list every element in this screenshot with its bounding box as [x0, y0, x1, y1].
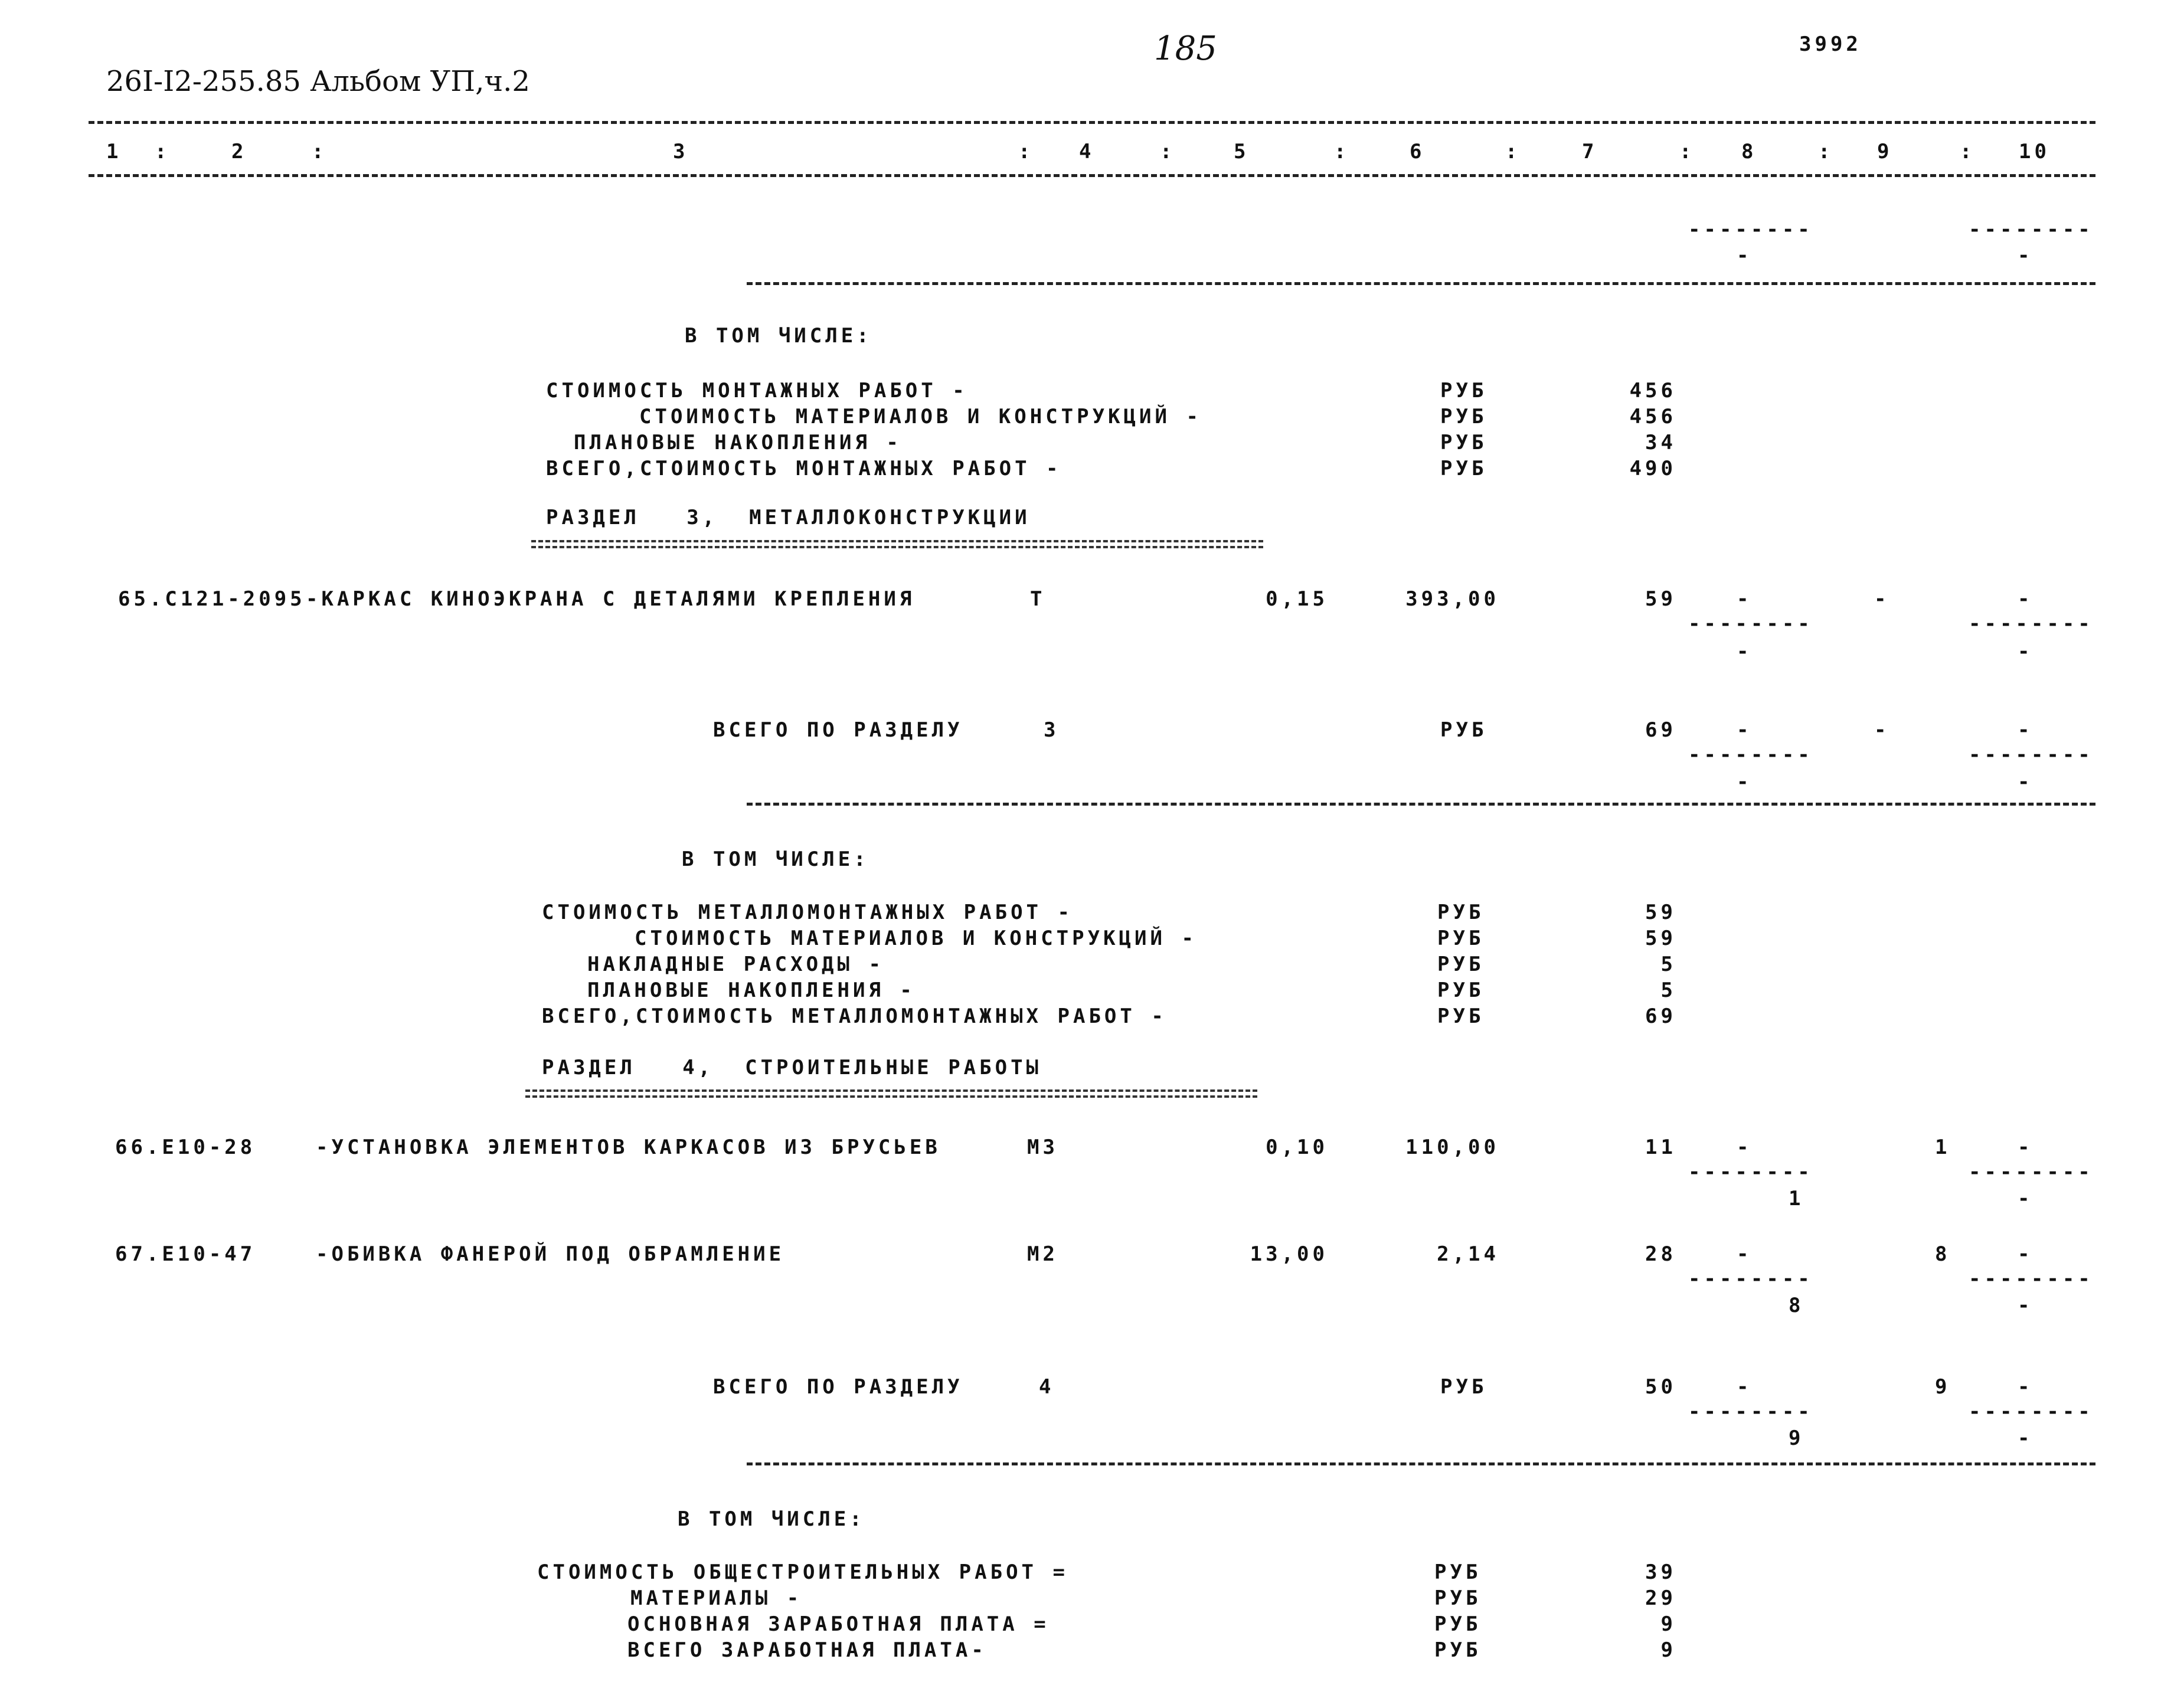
- column-sep: :: [312, 140, 328, 163]
- column-sep: :: [155, 140, 171, 163]
- item-col10-below: -: [2018, 1187, 2034, 1210]
- item-price: 110,00: [1405, 1136, 1499, 1159]
- breakdown-value: 59: [1645, 901, 1676, 924]
- section-total-number: 3: [1044, 718, 1060, 742]
- breakdown-label: СТОИМОСТЬ ОБЩЕСТРОИТЕЛЬНЫХ РАБОТ =: [537, 1560, 1068, 1584]
- breakdown-value: 69: [1645, 1004, 1676, 1028]
- block1-row-value: 456: [1629, 379, 1676, 403]
- section-total-unit: РУБ: [1440, 718, 1487, 742]
- section-total-label: ВСЕГО ПО РАЗДЕЛУ: [713, 718, 963, 742]
- section-total-col8: -: [1737, 1375, 1753, 1399]
- item-col8: -: [1737, 1136, 1753, 1159]
- section-total-col10: -: [2018, 718, 2034, 742]
- breakdown-unit: РУБ: [1437, 1004, 1485, 1028]
- item-qty: 0,15: [1266, 587, 1328, 611]
- item-col10-line: --------: [1969, 1160, 2094, 1184]
- breakdown-label: НАКЛАДНЫЕ РАСХОДЫ -: [587, 953, 884, 976]
- column-sep: :: [1334, 140, 1350, 163]
- column-9: 9: [1877, 140, 1893, 163]
- block1-row-label: СТОИМОСТЬ МОНТАЖНЫХ РАБОТ -: [546, 379, 968, 403]
- breakdown-unit: РУБ: [1437, 927, 1485, 950]
- item-price: 2,14: [1437, 1242, 1499, 1266]
- item-col8-line: --------: [1688, 1267, 1813, 1291]
- section-total-value: 69: [1645, 718, 1676, 742]
- section4-underline: [525, 1089, 1257, 1092]
- item-col10: -: [2018, 587, 2034, 611]
- block1-row-value: 34: [1645, 431, 1676, 454]
- column-sep: :: [1018, 140, 1034, 163]
- item-col9: 1: [1935, 1136, 1951, 1159]
- breakdown-unit: РУБ: [1437, 979, 1485, 1002]
- section-total-col9: -: [1874, 718, 1890, 742]
- section-total-col10-below: -: [2018, 770, 2034, 794]
- breakdown-label: ВСЕГО,СТОИМОСТЬ МЕТАЛЛОМОНТАЖНЫХ РАБОТ -: [542, 1004, 1167, 1028]
- block1-row-label: ВСЕГО,СТОИМОСТЬ МОНТАЖНЫХ РАБОТ -: [546, 457, 1062, 480]
- section-total-col10-line: --------: [1969, 1400, 2094, 1424]
- carry-col8-value: -: [1737, 244, 1753, 267]
- item-col10: -: [2018, 1136, 2034, 1159]
- item-code: 66.Е10-28: [115, 1136, 256, 1159]
- item-col8-line: --------: [1688, 612, 1813, 636]
- column-5: 5: [1234, 140, 1250, 163]
- column-3: 3: [673, 140, 689, 163]
- item-col8-below: 1: [1789, 1187, 1804, 1210]
- column-sep: :: [1960, 140, 1976, 163]
- column-sep: :: [1818, 140, 1834, 163]
- breakdown-label: ПЛАНОВЫЕ НАКОПЛЕНИЯ -: [587, 979, 916, 1002]
- item-price: 393,00: [1405, 587, 1499, 611]
- column-2: 2: [231, 140, 247, 163]
- section3-underline-2: [531, 546, 1263, 548]
- item-col10-line: --------: [1969, 1267, 2094, 1291]
- item-unit: Т: [1030, 587, 1046, 611]
- breakdown-label: МАТЕРИАЛЫ -: [630, 1586, 803, 1610]
- carry-col10-value: -: [2018, 244, 2034, 267]
- item-col8-below: -: [1737, 640, 1753, 663]
- section-total-value: 50: [1645, 1375, 1676, 1399]
- column-sep: :: [1679, 140, 1695, 163]
- item-name: -ОБИВКА ФАНЕРОЙ ПОД ОБРАМЛЕНИЕ: [316, 1242, 785, 1266]
- item-col10-below: -: [2018, 1294, 2034, 1317]
- block1-row-label: СТОИМОСТЬ МАТЕРИАЛОВ И КОНСТРУКЦИЙ -: [639, 405, 1202, 428]
- column-1: 1: [106, 140, 122, 163]
- section-total-col8-line: --------: [1688, 743, 1813, 767]
- section4-rule: [747, 1462, 2095, 1465]
- sheet-code: 3992: [1799, 32, 1862, 56]
- breakdown-value: 9: [1660, 1612, 1676, 1636]
- block1-row-unit: РУБ: [1440, 431, 1487, 454]
- item-col8-line: --------: [1688, 1160, 1813, 1184]
- breakdown-value: 5: [1660, 953, 1676, 976]
- item-col9: -: [1874, 587, 1890, 611]
- item-col9: 8: [1935, 1242, 1951, 1266]
- item-total: 28: [1645, 1242, 1676, 1266]
- column-4: 4: [1079, 140, 1095, 163]
- breakdown-label: СТОИМОСТЬ МЕТАЛЛОМОНТАЖНЫХ РАБОТ -: [542, 901, 1073, 924]
- breakdown-unit: РУБ: [1434, 1560, 1482, 1584]
- block1-row-unit: РУБ: [1440, 405, 1487, 428]
- section-total-col10: -: [2018, 1375, 2034, 1399]
- section4-in-total-heading: В ТОМ ЧИСЛЕ:: [678, 1507, 865, 1531]
- item-qty: 0,10: [1266, 1136, 1328, 1159]
- item-col8: -: [1737, 1242, 1753, 1266]
- item-code: 65.С121-2095: [118, 587, 306, 611]
- item-total: 11: [1645, 1136, 1676, 1159]
- item-col10-line: --------: [1969, 612, 2094, 636]
- column-8: 8: [1741, 140, 1757, 163]
- column-6: 6: [1410, 140, 1426, 163]
- item-total: 59: [1645, 587, 1676, 611]
- breakdown-unit: РУБ: [1434, 1586, 1482, 1610]
- section4-underline-2: [525, 1095, 1257, 1098]
- item-name: -КАРКАС КИНОЭКРАНА С ДЕТАЛЯМИ КРЕПЛЕНИЯ: [306, 587, 916, 611]
- block1-in-total-heading: В ТОМ ЧИСЛЕ:: [685, 324, 872, 348]
- column-sep: :: [1505, 140, 1521, 163]
- section-total-col8-line: --------: [1688, 1400, 1813, 1424]
- breakdown-value: 5: [1660, 979, 1676, 1002]
- header-top-rule: [89, 121, 2095, 124]
- section3-in-total-heading: В ТОМ ЧИСЛЕ:: [682, 848, 869, 871]
- item-code: 67.Е10-47: [115, 1242, 256, 1266]
- section-total-number: 4: [1039, 1375, 1055, 1399]
- section-total-col9: 9: [1935, 1375, 1951, 1399]
- section3-underline: [531, 540, 1263, 542]
- section-total-col8-below: 9: [1789, 1426, 1804, 1450]
- item-col10-below: -: [2018, 640, 2034, 663]
- breakdown-label: СТОИМОСТЬ МАТЕРИАЛОВ И КОНСТРУКЦИЙ -: [635, 927, 1197, 950]
- block1-row-label: ПЛАНОВЫЕ НАКОПЛЕНИЯ -: [574, 431, 902, 454]
- item-unit: М2: [1027, 1242, 1058, 1266]
- column-10: 10: [2019, 140, 2050, 163]
- breakdown-value: 29: [1645, 1586, 1676, 1610]
- breakdown-label: ВСЕГО ЗАРАБОТНАЯ ПЛАТА-: [627, 1638, 987, 1662]
- breakdown-unit: РУБ: [1437, 901, 1485, 924]
- section-total-col8-below: -: [1737, 770, 1753, 794]
- carry-rule: [747, 282, 2095, 285]
- carry-col10-line: --------: [1969, 218, 2094, 241]
- breakdown-value: 59: [1645, 927, 1676, 950]
- item-col8-below: 8: [1789, 1294, 1804, 1317]
- section-total-col10-below: -: [2018, 1426, 2034, 1450]
- section-total-col10-line: --------: [1969, 743, 2094, 767]
- block1-row-unit: РУБ: [1440, 457, 1487, 480]
- item-qty: 13,00: [1250, 1242, 1328, 1266]
- column-sep: :: [1160, 140, 1176, 163]
- section3-title: РАЗДЕЛ 3, МЕТАЛЛОКОНСТРУКЦИИ: [546, 506, 1031, 529]
- breakdown-value: 39: [1645, 1560, 1676, 1584]
- column-7: 7: [1582, 140, 1598, 163]
- carry-col8-line: --------: [1688, 218, 1813, 241]
- section4-title: РАЗДЕЛ 4, СТРОИТЕЛЬНЫЕ РАБОТЫ: [542, 1056, 1042, 1079]
- section3-rule: [747, 803, 2095, 806]
- breakdown-value: 9: [1660, 1638, 1676, 1662]
- breakdown-unit: РУБ: [1437, 953, 1485, 976]
- breakdown-unit: РУБ: [1434, 1612, 1482, 1636]
- section-total-label: ВСЕГО ПО РАЗДЕЛУ: [713, 1375, 963, 1399]
- section-total-col8: -: [1737, 718, 1753, 742]
- item-col10: -: [2018, 1242, 2034, 1266]
- block1-row-value: 456: [1629, 405, 1676, 428]
- page-number: 185: [1154, 30, 1217, 68]
- header-bottom-rule: [89, 174, 2095, 177]
- item-name: -УСТАНОВКА ЭЛЕМЕНТОВ КАРКАСОВ ИЗ БРУСЬЕВ: [316, 1136, 941, 1159]
- block1-row-value: 490: [1629, 457, 1676, 480]
- section-total-unit: РУБ: [1440, 1375, 1487, 1399]
- item-col8: -: [1737, 587, 1753, 611]
- item-unit: М3: [1027, 1136, 1058, 1159]
- document-code: 26I-I2-255.85 Альбом УП,ч.2: [106, 65, 530, 98]
- breakdown-label: ОСНОВНАЯ ЗАРАБОТНАЯ ПЛАТА =: [627, 1612, 1050, 1636]
- breakdown-unit: РУБ: [1434, 1638, 1482, 1662]
- block1-row-unit: РУБ: [1440, 379, 1487, 403]
